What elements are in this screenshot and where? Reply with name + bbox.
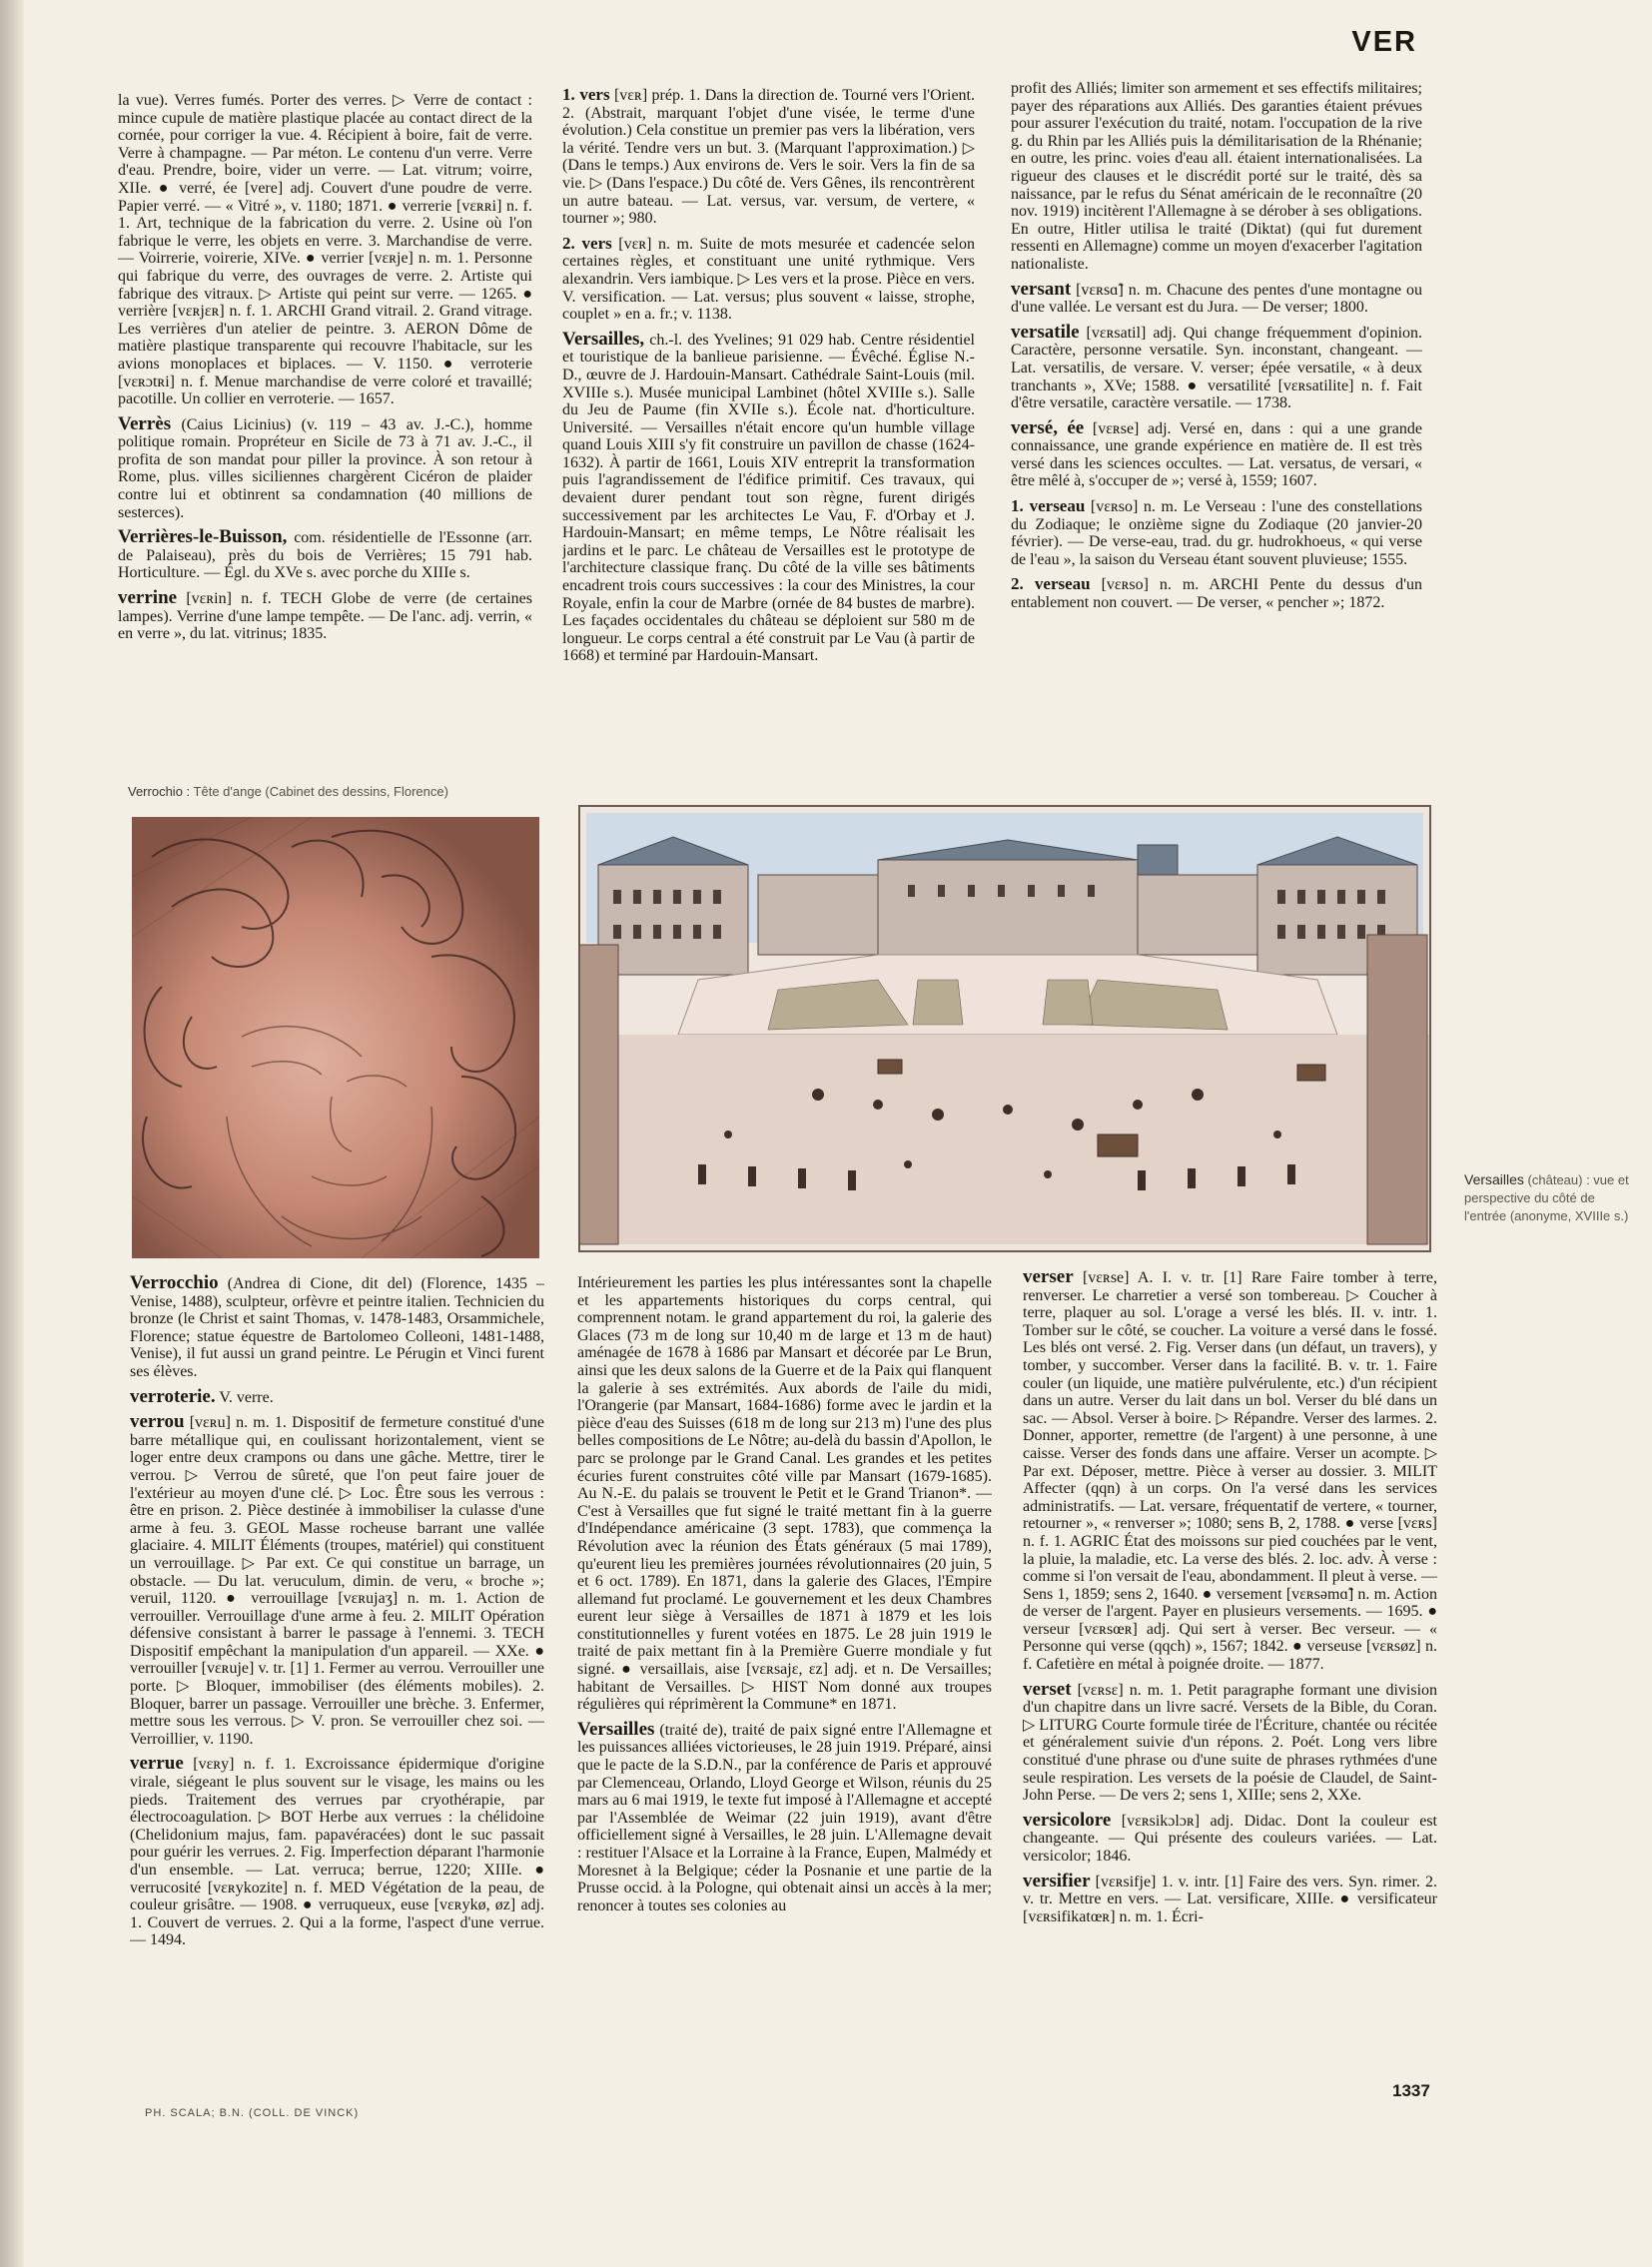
scan-edge bbox=[0, 0, 24, 2267]
entry-headword: verser bbox=[1023, 1268, 1074, 1287]
entry-vers-1 bbox=[562, 86, 975, 228]
entry-text: [vɛʀ] n. m. Suite de mots mesurée et cadencée selon certaines règles, et constituant une unité rythmique. Vers alexandrin. Vers iambique. ▷ Les vers et la prose. Pièce en vers. V. versification. — Lat. versus; plus souvent « laisse, strophe, couplet » en a. fr.; v. 1138. bbox=[562, 235, 975, 324]
entry-text: ch.-l. des Yvelines; 91 029 hab. Centre résidentiel et touristique de la banlieue parisienne. — Évêché. Église N.-D., œuvre de J. Hardouin-Mansart. Cathédrale Saint-Louis (mil. XVIIIe s.). Musée municipal Lambinet (hôtel XVIIIe s.). Salle du Jeu de Paume (fin XVIIe s.). École nat. d'horticulture. Université. — Versailles n'était encore qu'un humble village quand Louis XIII s'y fit construire un pavillon de chasse (1624-1632). À partir de 1661, Louis XIV entreprit la transformation puis l'agrandissement de l'édifice primitif. Ces travaux, qui devaient durer pendant tout son règne, furent dirigés successivement par les architectes Le Vau, F. d'Orbay et J. Hardouin-Mansart; en même temps, Le Nôtre réalisait les jardins et le parc. Le château de Versailles est le prototype de l'architecture classique franç. Du côté de la ville ses bâtiments encadrent trois cours successives : la cour des Ministres, la cour Royale, enfin la cour de Marbre (ornée de 84 bustes de marbre). Les façades occidentales du château se déploient sur 580 m de longueur. Le corps central a été construit par Le Vau (à partir de 1668) et terminé par Hardouin-Mansart. bbox=[562, 331, 975, 665]
entry-headword: versant bbox=[1011, 278, 1072, 300]
entry-text: [vɛʀu] n. m. 1. Dispositif de fermeture constitué d'une barre métallique qui, en coulissant horizontalement, vient se loger entre deux crampons ou dans une gâche. Mettre, tirer le verrou. ▷ Verrou de sûreté, que l'on peut faire jouer de l'extérieur au moyen d'une clé. ▷ Loc. Être sous les verrous : être en prison. 2. Pièce destinée à immobiliser la culasse d'une arme à feu. 3. GEOL Masse rocheuse barrant une vallée glaciaire. 4. MILIT Éléments (troupes, matériel) qui constituent un verrouillage. ▷ Par ext. Ce qui constitue un barrage, un obstacle. — Du lat. veruculum, dimin. de veru, « broche »; veruil, 1120. ● verrouillage [vɛʀujaʒ] n. m. 1. Action de verrouiller. Verrouillage d'une arme à feu. 2. MILIT Opération défensive consistant à barrer le passage à l'ennemi. 3. TECH Dispositif empêchant la manipulation d'un appareil. — XXe. ● verrouiller [vɛʀuje] v. tr. [1] 1. Fermer au verrou. Verrouiller une porte. ▷ Bloquer, immobiliser (des éléments mobiles). 2. Bloquer, barrer un passage. Verrouiller une brèche. 3. Enfermer, mettre sous les verrous. ▷ V. pron. Se verrouiller chez soi. — Verroillier, v. 1190. bbox=[130, 1414, 544, 1748]
entry-headword: versicolore bbox=[1023, 1809, 1112, 1831]
entry-headword: verset bbox=[1023, 1678, 1072, 1700]
photo-credit: PH. SCALA; B.N. (COLL. DE VINCK) bbox=[145, 2107, 360, 2119]
verrochio-angel-head-drawing bbox=[132, 817, 539, 1258]
entry-headword: Verrès bbox=[118, 412, 172, 434]
chateau-perspective-view bbox=[578, 805, 1431, 1252]
entry-verroterie bbox=[130, 1385, 544, 1407]
entry-versatile bbox=[1011, 321, 1422, 412]
entry-versicolore bbox=[1023, 1809, 1437, 1866]
entry-traite-end bbox=[1011, 80, 1422, 274]
caption-label: Versailles bbox=[1464, 1171, 1524, 1187]
entry-text: Intérieurement les parties les plus intéressantes sont la chapelle et les appartements historiques du corps central, qui comprennent notam. le grand appartement du roi, la galerie des Glaces (73 m de long sur 10,40 m de large et 13 m de haut) aménagée de 1678 à 1686 par Mansart et décorée par Le Brun, ainsi que les deux salons de la Guerre et de la Paix qui flanquent la galerie à ses extrémités. Aux abords de l'aile du midi, l'Orangerie (par Mansart, 1684-1686) forme avec le jardin et la pièce d'eau des Suisses (618 m de long sur 213 m) l'une des plus belles compositions de Le Nôtre; au-delà du bassin d'Apollon, le parc se prolonge par le Grand Canal. Les grandes et les petites écuries furent construites côté ville par Mansart (1679-1685). Au N.-E. du palais se trouvent le Petit et le Grand Trianon*. — C'est à Versailles que fut signé le traité mettant fin à la guerre d'Indépendance américaine (3 sept. 1783), que commença la Révolution avec la réunion des États généraux (5 mai 1789), qu'eurent lieu les premières journées révolutionnaires (20 juin, 5 et 6 oct. 1789). En 1871, dans la galerie des Glaces, l'Empire allemand fut proclamé. Le gouvernement et les deux Chambres eurent leur siège à Versailles de 1871 à 1879 et les lois constitutionnelles y furent votées en 1875. Le 28 juin 1919 le traité de paix mettant fin à la Première Guerre mondiale y fut signé. ● versaillais, aise [vɛʀsajɛ, ɛz] adj. et n. De Versailles; habitant de Versailles. ▷ HIST Nom donné aux troupes régulières qui réprimèrent la Commune* en 1871. bbox=[577, 1274, 992, 1714]
entry-verset bbox=[1023, 1678, 1437, 1805]
entry-verse bbox=[1011, 416, 1422, 490]
entry-verre-end bbox=[118, 92, 532, 408]
entry-text: [vɛʀy] n. f. 1. Excroissance épidermique d'origine virale, siégeant le plus souvent sur le visage, les mains ou les pieds. Traitement des verrues par cryothérapie, par électrocoagulation. ▷ BOT Herbe aux verrues : la chélidoine (Chelidonium majus, fam. papavéracées) dont le suc passait pour guérir les verrues. 2. Fig. Imperfection déparant l'harmonie d'un ensemble. — Lat. verruca; berrue, 1220; XIIIe. ● verrucosité [vɛʀykozite] n. f. MED Végétation de la peau, de couleur grisâtre. — 1908. ● verruqueux, euse [vɛʀykø, øz] adj. 1. Couvert de verrues. 2. Qui a la forme, l'aspect d'une verrue. — 1494. bbox=[130, 1756, 544, 1949]
entry-verrocchio bbox=[130, 1274, 544, 1381]
entry-text: [vɛʀ] prép. 1. Dans la direction de. Tourné vers l'Orient. 2. (Abstrait, marquant l'objet d'une visée, le terme d'une évolution.) Cela constitue un premier pas vers la libération, vers la vérité. Tendre vers un but. 3. (Marquant l'approximation.) ▷ (Dans le temps.) Aux environs de. Vers le soir. Vers la fin de sa vie. ▷ (Dans l'espace.) Du côté de. Vers Gênes, ils rencontrèrent un autre bateau. — Lat. versus, var. versum, de vertere, « tourner »; 980. bbox=[562, 87, 975, 228]
running-head: VER bbox=[1351, 26, 1417, 58]
entry-headword: verroterie. bbox=[130, 1385, 216, 1407]
entry-text: la vue). Verres fumés. Porter des verres. ▷ Verre de contact : mince cupule de matière plastique placée au contact direct de la cornée, pour corriger la vue. 4. Récipient à boire, fait de verre. Verre à champagne. — Par méton. Le contenu d'un verre. Verre d'eau. Prendre, boire, vider un verre. — Lat. vitrum; voirre, XIIe. ● verré, ée [vere] adj. Couvert d'une poudre de verre. Papier verré. — « Vitré », v. 1180; 1871. ● verrerie [vɛʀʀi] n. f. 1. Art, technique de la fabrication du verre. 2. Usine où l'on fabrique le verre, les objets en verre. 3. Marchandise de verre. — Voirrerie, voirerie, XIVe. ● verrier [vɛʀje] n. m. 1. Personne qui fabrique du verre, des ouvrages de verre. 2. Artiste qui fabrique des vitraux. ▷ Artiste qui peint sur verre. — 1265. ● verrière [vɛʀjɛʀ] n. f. 1. ARCHI Grand vitrail. 2. Grand vitrage. Les verrières d'un atelier de peintre. 3. AERON Dôme de matière plastique transparente qui recouvre l'habitacle, sur les avions monoplaces et biplaces. — V. 1150. ● verroterie [vɛʀɔtʀi] n. f. Menue marchandise de verre coloré et travaillé; pacotille. Un collier en verroterie. — 1657. bbox=[118, 92, 532, 408]
entry-headword: 2. vers bbox=[562, 233, 612, 253]
entry-text: [vɛʀso] n. m. Le Verseau : l'une des constellations du Zodiaque; le onzième signe du Zodiaque (20 janvier-20 février). — De verse-eau, trad. du gr. hudrokhoeus, « qui verse de l'eau », la saison du Verseau étant souvent pluvieuse; 1555. bbox=[1011, 498, 1422, 568]
entry-verseau-1 bbox=[1011, 497, 1422, 568]
entry-headword: Versailles bbox=[577, 1718, 655, 1740]
entry-verrine bbox=[118, 589, 532, 643]
entry-headword: 1. verseau bbox=[1011, 496, 1086, 516]
entry-verser bbox=[1023, 1268, 1437, 1674]
angel-head-sketch bbox=[132, 817, 539, 1258]
entry-text: (Andrea di Cione, dit del) (Florence, 1435 – Venise, 1488), sculpteur, orfèvre et peintre italien. Technicien du bronze (le Christ et saint Thomas, v. 1478-1483, Orsammichele, Florence; statue équestre de Bartolomeo Colleoni, 1481-1488, Venise), il fut aussi un grand peintre. Le Pérugin et Vinci furent ses élèves. bbox=[130, 1275, 544, 1380]
entry-headword: 1. vers bbox=[562, 86, 610, 104]
verrochio-caption bbox=[128, 783, 547, 800]
entry-text: [vɛʀsifje] 1. v. intr. [1] Faire des vers. Syn. rimer. 2. v. tr. Mettre en vers. — Lat. versificare, XIIIe. ● versificateur [vɛʀsifikatœʀ] n. m. 1. Écri- bbox=[1023, 1873, 1437, 1925]
entry-text: [vɛʀsɛ] n. m. 1. Petit paragraphe formant une division d'un chapitre dans un livre sacré. Versets de la Bible, du Coran. ▷ LITURG Courte formule tirée de l'Écriture, chantée ou récitée et généralement suivie d'un répons. 2. Poét. Long vers libre constitué d'une phrase ou d'une suite de phrases rythmées d'une seule respiration. Les versets de la poésie de Claudel, de Saint-John Perse. — De vers 2; sens 1, XIIIe; sens 2, XXe. bbox=[1023, 1681, 1437, 1805]
entry-verseau-2 bbox=[1011, 575, 1422, 611]
entry-text: [vɛʀsɑ̃] n. m. Chacune des pentes d'une montagne ou d'une vallée. Le versant est du Jura. — De verser; 1800. bbox=[1011, 281, 1422, 317]
entry-text: [vɛʀse] A. I. v. tr. [1] Rare Faire tomber à terre, renverser. Le charretier a versé son tombereau. ▷ Coucher à terre, plaquer au sol. L'orage a versé les blés. II. v. intr. 1. Tomber sur le côté, se coucher. La voiture a versé dans le fossé. Les blés ont versé. 2. Fig. Verser dans (un défaut, un travers), y tomber, y succomber. Verser dans la facilité. B. v. tr. 1. Faire couler (un liquide, une matière pulvérulente, etc.) d'un récipient dans un autre. Verser du lait dans un bol. Verser du blé dans un sac. — Absol. Verser à boire. ▷ Répandre. Verser des larmes. 2. Donner, apporter, remettre (de l'argent) à une personne, à une caisse. Verser des fonds dans une affaire. Verser un acompte. ▷ Par ext. Déposer, mettre. Pièce à verser au dossier. 3. MILIT Affecter (qqn) à un corps. On l'a versé dans les services administratifs. — Lat. versare, fréquentatif de vertere, « tourner, retourner », « renverser »; 1080; sens B, 2, 1788. ● verse [vɛʀs] n. f. 1. AGRIC État des moissons sur pied couchées par le vent, la pluie, la maladie, etc. La verse des blés. 2. loc. adv. À verse : comme si l'on versait de l'eau, abondamment. Il pleut à verse. — Sens 1, 1859; sens 2, 1640. ● versement [vɛʀsəmɑ̃] n. m. Action de verser de l'argent. Payer en plusieurs versements. — 1695. ● verseur [vɛʀsœʀ] adj. Qui sert à verser. Bec verseur. — « Personne qui verse (qqch) », 1567; 1842. ● verseuse [vɛʀsøz] n. f. Cafetière en métal à poignée droite. — 1877. bbox=[1023, 1269, 1437, 1674]
entry-text: [vɛʀso] n. m. ARCHI Pente du dessus d'un entablement non couvert. — De verser, « pencher »; 1872. bbox=[1011, 576, 1422, 612]
entry-text: (traité de), traité de paix signé entre l'Allemagne et les puissances alliées victorieuses, le 28 juin 1919. Préparé, ainsi que le pacte de la S.D.N., par la conférence de Paris et approuvé par Clemenceau, Orlando, Lloyd George et Wilson, réunis du 25 mars au 6 mai 1919, le texte fut imposé à l'Allemagne et accepté par l'Assemblée de Weimar (22 juin 1919), avant d'être officiellement signé à Versailles, le 28 juin. L'Allemagne devait : restituer l'Alsace et la Lorraine à la France, Eupen, Malmédy et Moresnet à la Belgique; céder la Posnanie et une partie de la Prusse occid. à la Pologne, qui obtenait ainsi un accès à la mer; renoncer à toutes ses colonies au bbox=[577, 1721, 992, 1914]
versailles-chateau-painting bbox=[578, 805, 1431, 1252]
entry-vers-2 bbox=[562, 235, 975, 324]
entry-verres bbox=[118, 412, 532, 522]
entry-traite-versailles bbox=[577, 1718, 992, 1915]
entry-headword: versatile bbox=[1011, 321, 1080, 343]
entry-text: [vɛʀin] n. f. TECH Globe de verre (de certaines lampes). Verrine d'une lampe tempête. — De l'anc. adj. verrin, « en verre », du lat. vitrinus; 1835. bbox=[118, 590, 532, 643]
entry-headword: verrine bbox=[118, 587, 178, 609]
entry-text: profit des Alliés; limiter son armement et ses effectifs militaires; payer des réparations aux Alliés. Des garanties étaient prévues pour assurer l'exécution du traité, notam. l'occupation de la rive g. du Rhin par les Alliés puis la démilitarisation de la Rhénanie; en outre, les princ. voies d'eau all. étaient internationalisées. La rigueur des clauses et le discrédit porté sur le traité, dès sa naissance, par le refus du Sénat américain de le reconnaître (20 nov. 1919) incitèrent l'Allemagne à se dérober à ses obligations. En outre, Hitler utilisa le traité (Diktat) (qui fut durement ressenti en Allemagne) comme un moyen d'exacerber l'agitation nationaliste. bbox=[1011, 80, 1422, 273]
column-3 bbox=[1011, 80, 1422, 795]
entry-text: V. verre. bbox=[219, 1388, 274, 1406]
entry-text: [vɛʀse] adj. Versé en, dans : qui a une grande connaissance, une grande expérience en matière de. Il est très versé dans les sciences occultes. — Lat. versatus, de versari, « être mêlé à, s'occuper de »; versé à, 1559; 1607. bbox=[1011, 419, 1422, 490]
caption-text: (château) : vue et perspective du côté de l'entrée (anonyme, XVIIIe s.) bbox=[1464, 1172, 1629, 1223]
entry-verrieres bbox=[118, 528, 532, 582]
entry-text: [vɛʀsikɔlɔʀ] adj. Didac. Dont la couleur est changeante. — Qui présente des couleurs variées. — Lat. versicolor; 1846. bbox=[1023, 1812, 1437, 1865]
entry-text: (Caius Licinius) (v. 119 – 43 av. J.-C.), homme politique romain. Propréteur en Sicile de 73 à 71 av. J.-C., il profita de son mandat pour piller la province. À son retour à Rome, plus. villes siciliennes chargèrent Cicéron de plaider contre lui et obtinrent sa condamnation (40 millions de sesterces). bbox=[118, 415, 532, 521]
entry-headword: versifier bbox=[1023, 1870, 1091, 1891]
entry-versailles-city bbox=[562, 328, 975, 665]
entry-versant bbox=[1011, 278, 1422, 317]
column-4 bbox=[130, 1274, 544, 2083]
versailles-caption bbox=[1464, 1170, 1639, 1225]
entry-headword: verrue bbox=[130, 1753, 184, 1775]
entry-headword: Verrocchio bbox=[130, 1274, 219, 1293]
entry-headword: Versailles, bbox=[562, 328, 645, 350]
entry-headword: Verrières-le-Buisson, bbox=[118, 526, 288, 548]
entry-versifier bbox=[1023, 1870, 1437, 1926]
column-2 bbox=[562, 86, 975, 801]
entry-headword: 2. verseau bbox=[1011, 574, 1091, 594]
entry-verrue bbox=[130, 1755, 544, 1949]
caption-label: Verrochio : bbox=[128, 784, 191, 799]
entry-headword: versé, ée bbox=[1011, 416, 1085, 438]
column-1 bbox=[118, 92, 532, 781]
entry-verrou bbox=[130, 1413, 544, 1748]
entry-text: com. résidentielle de l'Essonne (arr. de Palaiseau), près du bois de Verrières; 15 791 hab. Horticulture. — Égl. du XVe s. avec porche du XIIIe s. bbox=[118, 529, 532, 582]
entry-headword: verrou bbox=[130, 1411, 185, 1433]
page-number: 1337 bbox=[1392, 2081, 1430, 2100]
caption-text: Tête d'ange (Cabinet des dessins, Florence) bbox=[193, 784, 448, 799]
entry-versailles-cont bbox=[577, 1274, 992, 1714]
column-6 bbox=[1023, 1268, 1437, 2067]
entry-text: [vɛʀsatil] adj. Qui change fréquemment d'opinion. Caractère, personne versatile. Syn. inconstant, changeant. — Lat. versatilis, de versare. V. verser; épée versatile, « à deux tranchants », XVe; 1588. ● versatilité [vɛʀsatilite] n. f. Fait d'être versatile, caractère versatile. — 1738. bbox=[1011, 324, 1422, 412]
column-5 bbox=[577, 1274, 992, 2083]
